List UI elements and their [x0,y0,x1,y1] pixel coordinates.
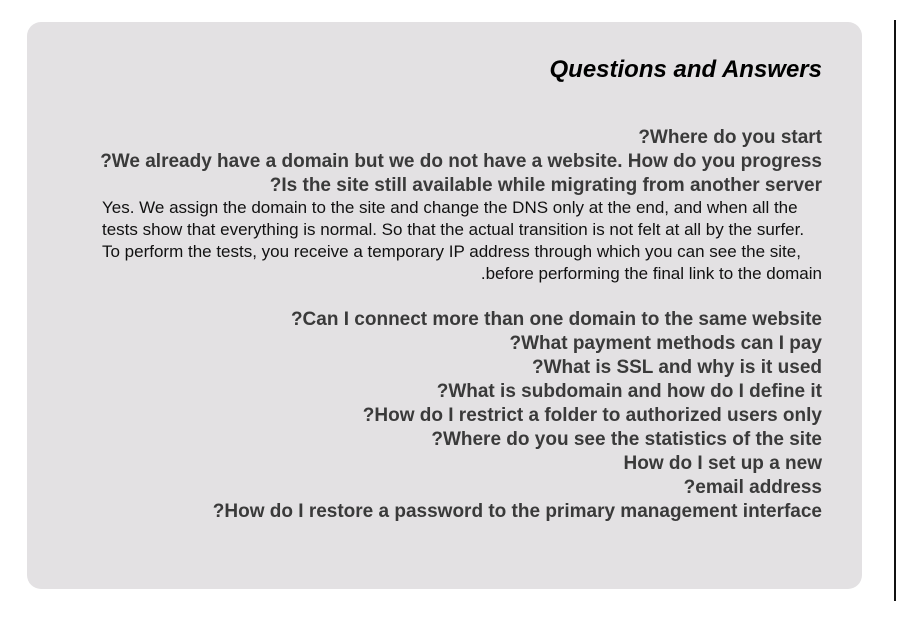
answer-line: tests show that everything is normal. So that the actual transition is not felt at all by the surfer. [102,220,805,239]
faq-question-email-setup-continued[interactable]: ?email address [683,477,822,498]
answer-line: To perform the tests, you receive a temporary IP address through which you can see the site, [102,242,801,261]
faq-question-email-setup[interactable]: How do I set up a new [623,453,822,474]
faq-question-site-available-migrating[interactable]: ?Is the site still available while migrating from another server [269,175,822,196]
faq-question-multiple-domains[interactable]: ?Can I connect more than one domain to the same website [290,309,822,330]
answer-line: Yes. We assign the domain to the site and change the DNS only at the end, and when all the [102,198,798,217]
faq-question-restrict-folder[interactable]: ?How do I restrict a folder to authorized users only [362,405,822,426]
faq-question-where-start[interactable]: ?Where do you start [638,127,822,148]
faq-title: Questions and Answers [549,56,822,83]
faq-answer-migration [102,197,902,285]
faq-question-ssl[interactable]: ?What is SSL and why is it used [532,357,822,378]
faq-question-statistics[interactable]: ?Where do you see the statistics of the site [431,429,822,450]
faq-question-restore-password[interactable]: ?How do I restore a password to the primary management interface [212,501,822,522]
faq-question-domain-no-website[interactable]: ?We already have a domain but we do not have a website. How do you progress [100,151,822,172]
answer-line: .before performing the final link to the domain [480,264,822,283]
vertical-divider [894,20,896,601]
faq-question-payment-methods[interactable]: ?What payment methods can I pay [509,333,822,354]
faq-question-subdomain[interactable]: ?What is subdomain and how do I define it [436,381,822,402]
